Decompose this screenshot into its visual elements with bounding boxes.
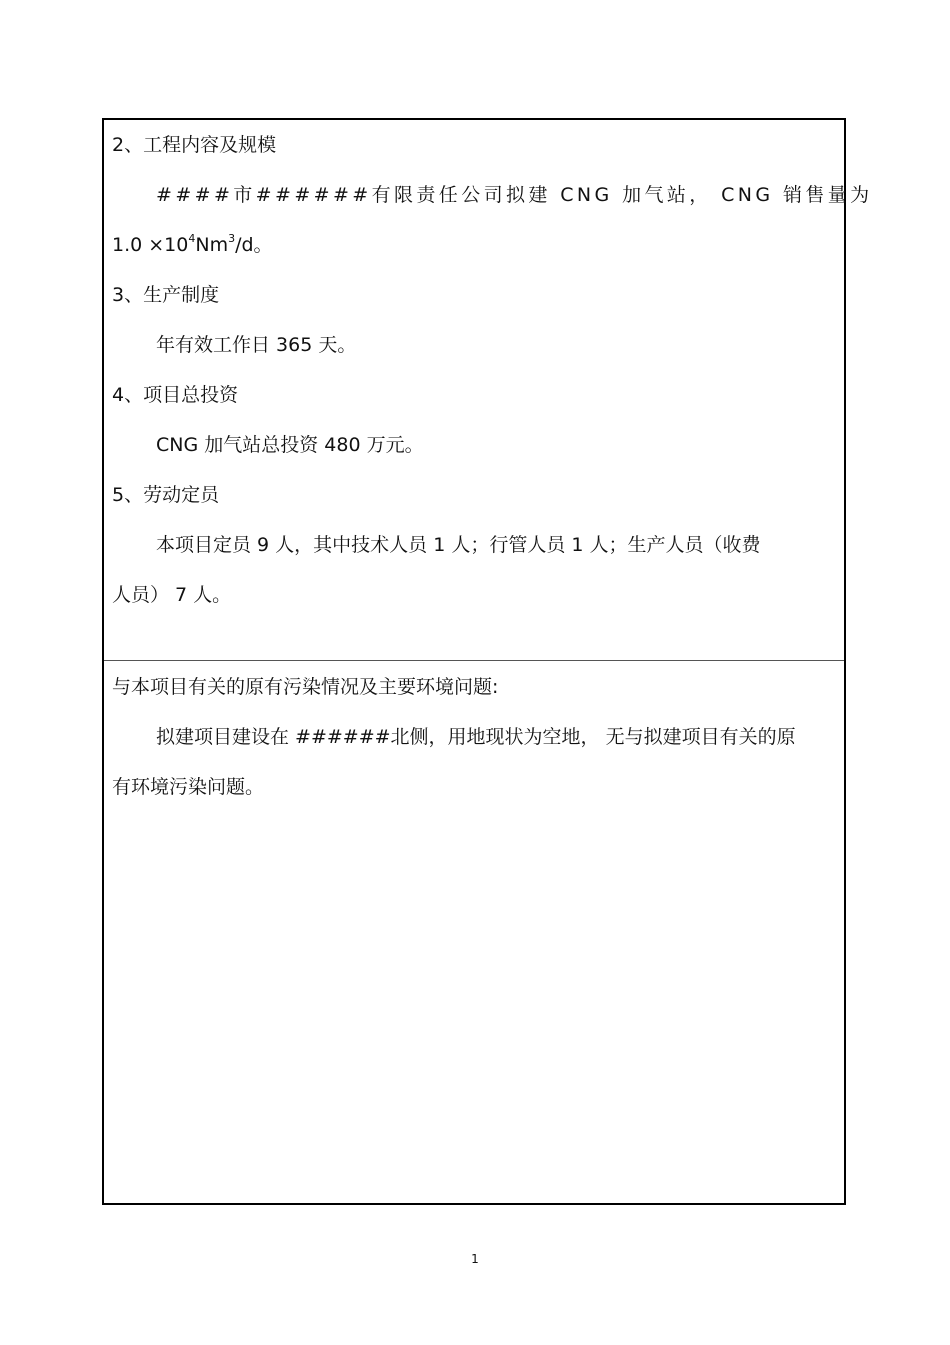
item5-heading: 5、劳动定员 xyxy=(112,484,220,506)
item3-text: 年有效工作日 365 天。 xyxy=(156,334,357,356)
pollution-line1: 拟建项目建设在 ######北侧，用地现状为空地， 无与拟建项目有关的原 xyxy=(156,726,796,748)
item2-line1-text: ####市######有限责任公司拟建 CNG 加气站， CNG 销售量为 xyxy=(156,184,873,206)
form-table xyxy=(102,118,873,1205)
pollution-line2: 有环境污染问题。 xyxy=(112,776,265,798)
item4-text: CNG 加气站总投资 480 万元。 xyxy=(156,434,424,456)
item2-line2-exp1: 4 xyxy=(188,232,196,245)
item2-heading: 2、工程内容及规模 xyxy=(112,134,277,156)
item2-line2 xyxy=(112,232,273,258)
page-number: 1 xyxy=(471,1252,479,1266)
item5-line1: 本项目定员 9 人，其中技术人员 1 人；行管人员 1 人；生产人员（收费 xyxy=(156,534,761,556)
item2-line2-suffix: /d。 xyxy=(235,234,273,256)
item3-heading: 3、生产制度 xyxy=(112,284,220,306)
item2-line2-mid: Nm xyxy=(195,234,229,256)
pollution-heading: 与本项目有关的原有污染情况及主要环境问题: xyxy=(112,676,499,698)
item4-heading: 4、项目总投资 xyxy=(112,384,239,406)
item2-line1 xyxy=(156,182,873,208)
item2-line2-prefix: 1.0 ×10 xyxy=(112,234,189,256)
item2-line2-exp2: 3 xyxy=(228,232,236,245)
section-divider xyxy=(104,660,844,661)
item5-line2: 人员） 7 人。 xyxy=(112,584,232,606)
